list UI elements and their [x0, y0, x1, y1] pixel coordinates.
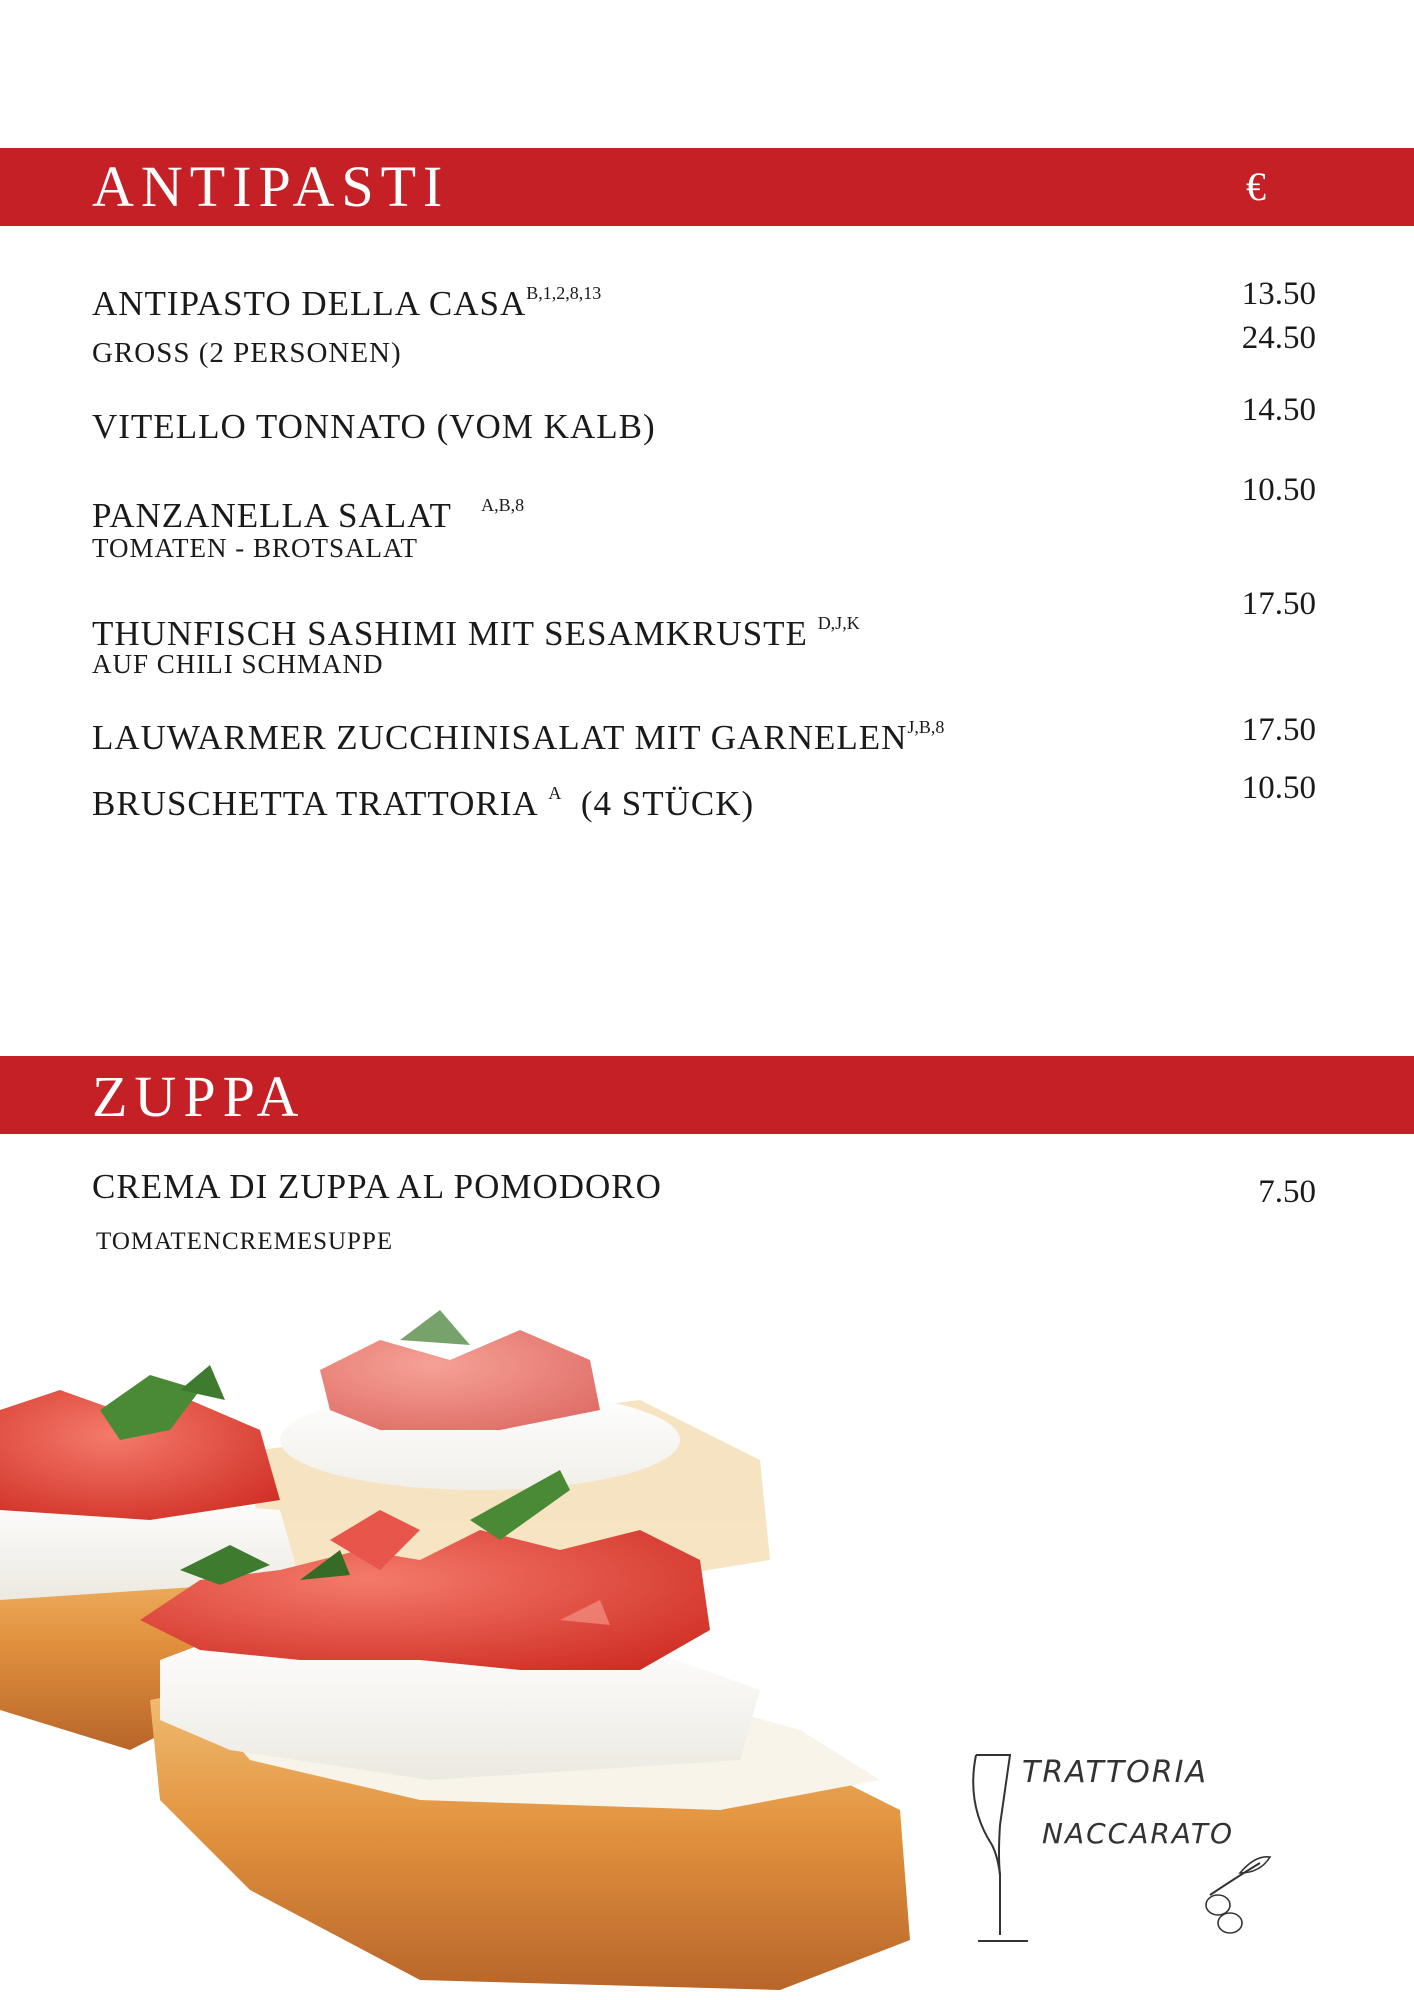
zuppa-header-band [0, 1056, 1414, 1134]
menu-item-description: TOMATENCREMESUPPE [96, 1228, 394, 1255]
allergen-codes: D,J,K [817, 613, 860, 633]
logo-text-naccarato: NACCARATO [1042, 1817, 1235, 1850]
antipasti-header-band [0, 148, 1414, 226]
zucchinisalat-name: LAUWARMER ZUCCHINISALAT MIT GARNELEN [92, 718, 908, 757]
menu-item-name: CREMA DI ZUPPA AL POMODORO [92, 1167, 662, 1206]
menu-item-variant: GROSS (2 PERSONEN) [92, 337, 402, 369]
allergen-codes: B,1,2,8,13 [526, 283, 602, 303]
menu-item-price: 10.50 [1241, 770, 1316, 806]
menu-item-name [92, 484, 524, 537]
menu-item-name [92, 272, 601, 325]
zuppa-title: ZUPPA [92, 1064, 306, 1129]
menu-item-price: 14.50 [1241, 392, 1316, 428]
antipasto-della-casa-name: ANTIPASTO DELLA CASA [92, 284, 527, 323]
menu-item-price: 7.50 [1258, 1174, 1316, 1210]
currency-symbol: € [1246, 164, 1266, 209]
logo-text-trattoria: TRATTORIA [1022, 1755, 1208, 1790]
menu-item-name [92, 706, 944, 759]
menu-item-price: 17.50 [1241, 712, 1316, 748]
menu-item-name [92, 772, 754, 825]
panzanella-salat-name: PANZANELLA SALAT [92, 496, 452, 535]
thunfisch-sashimi-name: THUNFISCH SASHIMI MIT SESAMKRUSTE [92, 614, 808, 653]
menu-item-description: TOMATEN - BROTSALAT [92, 533, 419, 563]
menu-item-name: VITELLO TONNATO (VOM KALB) [92, 407, 656, 446]
bruschetta-trattoria-name: BRUSCHETTA TRATTORIA [92, 784, 539, 823]
portion-size: (4 STÜCK) [580, 784, 755, 823]
allergen-codes: A,B,8 [481, 495, 525, 515]
menu-item-price: 24.50 [1241, 320, 1316, 356]
allergen-codes: A [548, 783, 562, 803]
menu-item-price: 13.50 [1241, 276, 1316, 312]
trattoria-logo [970, 1745, 1300, 1955]
menu-item-description: AUF CHILI SCHMAND [92, 649, 384, 679]
menu-item-price: 10.50 [1241, 472, 1316, 508]
menu-item-price: 17.50 [1241, 586, 1316, 622]
antipasti-title: ANTIPASTI [92, 154, 450, 219]
allergen-codes: J,B,8 [907, 717, 945, 737]
